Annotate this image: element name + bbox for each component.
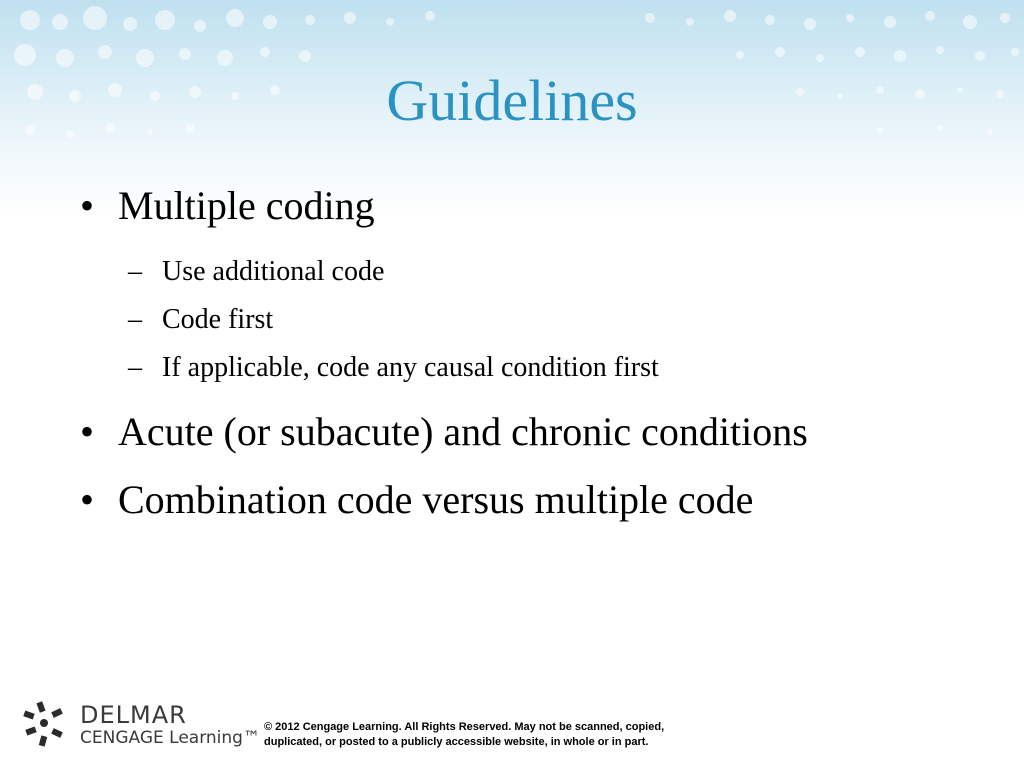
- copyright-notice: [264, 720, 704, 750]
- bullet-mark: •: [80, 477, 95, 522]
- bullet-mark: •: [80, 183, 95, 228]
- bullet-item: [80, 474, 980, 526]
- sub-bullet-item: [80, 344, 980, 392]
- logo-wordmark-cengage: CENGAGE Learning™: [80, 728, 260, 748]
- sub-bullet-text: If applicable, code any causal condition first: [162, 352, 659, 383]
- bullet-item: [80, 180, 980, 232]
- slide-title: Guidelines: [386, 68, 638, 133]
- sub-bullet-item: [80, 296, 980, 344]
- bullet-mark: •: [80, 409, 95, 454]
- bullet-text: Combination code versus multiple code: [118, 477, 754, 522]
- copyright-line: © 2012 Cengage Learning. All Rights Reserved. May not be scanned, copied,: [264, 721, 665, 733]
- bullet-item: [80, 406, 980, 458]
- bullet-text: Acute (or subacute) and chronic conditions: [118, 409, 808, 454]
- sub-bullet-mark: –: [128, 256, 142, 287]
- copyright-line: duplicated, or posted to a publicly accessible website, in whole or in part.: [264, 736, 649, 748]
- sub-bullet-text: Code first: [162, 304, 274, 335]
- delmar-cengage-logo: [22, 700, 260, 752]
- sub-bullet-mark: –: [128, 304, 142, 335]
- slide-content: [80, 180, 980, 526]
- logo-wordmark-delmar: DELMAR: [80, 701, 187, 729]
- sub-bullet-mark: –: [128, 352, 142, 383]
- sub-bullet-text: Use additional code: [162, 256, 385, 287]
- sub-bullet-item: [80, 248, 980, 296]
- logo-mark-icon: [22, 700, 68, 748]
- bullet-text: Multiple coding: [118, 183, 375, 228]
